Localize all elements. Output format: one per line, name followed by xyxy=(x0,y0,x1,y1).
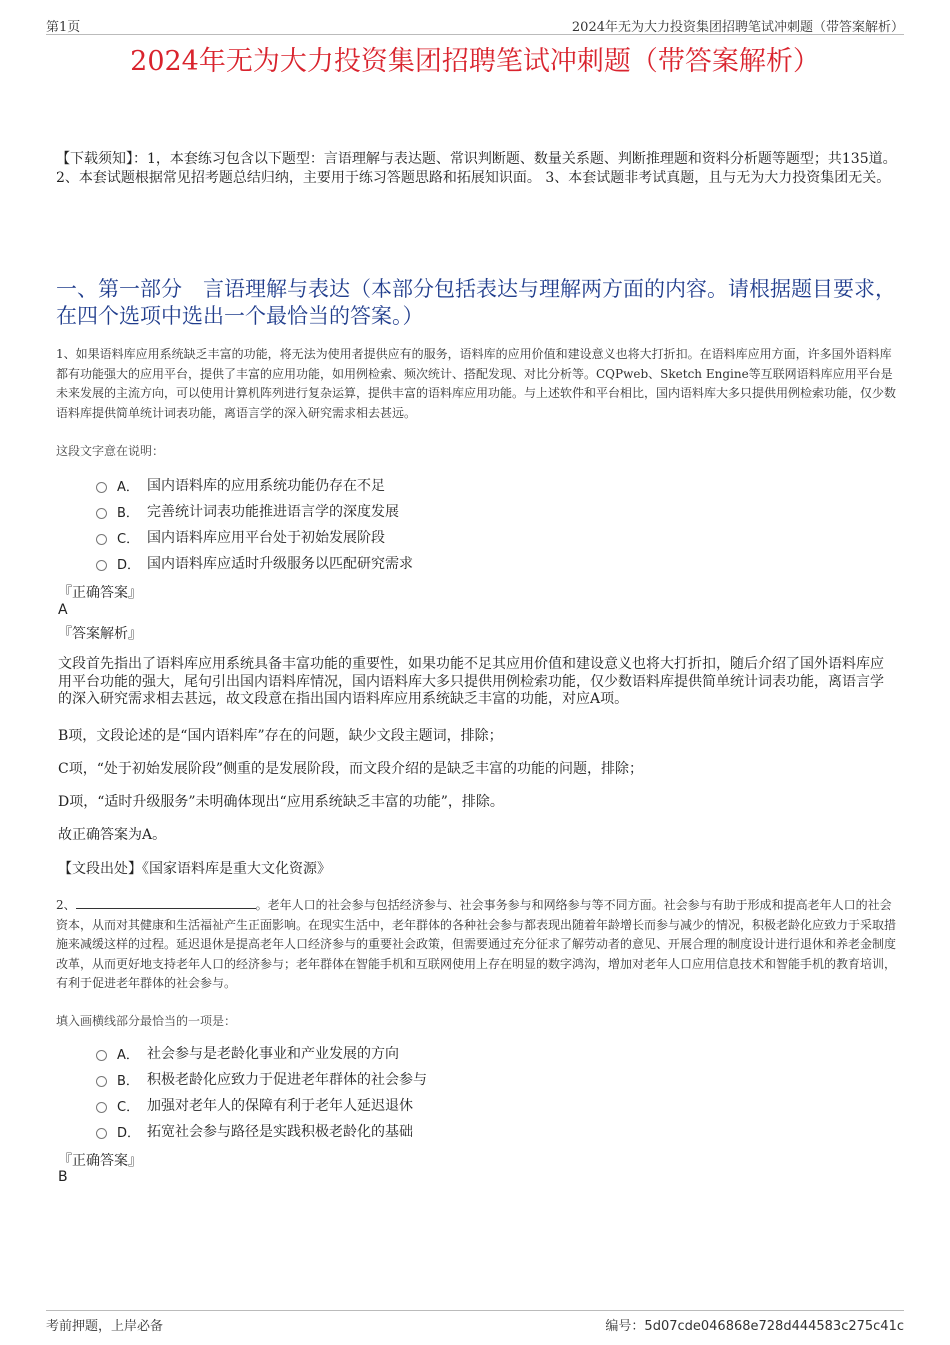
radio-icon[interactable] xyxy=(96,1050,107,1061)
question-2-prompt: 填入画横线部分最恰当的一项是： xyxy=(56,1014,237,1028)
download-notice: 【下载须知】：1，本套练习包含以下题型：言语理解与表达题、常识判断题、数量关系题、判断推理题和资料分析题等题型；共135道。 2、本套试题根据常见招考题总结归纳，主要用于练习答题思路和拓展知识面。 3、本套试题非考试真题，且与无为大力投资集团无关。 xyxy=(56,151,897,186)
q1-analysis-main: 文段首先指出了语料库应用系统具备丰富功能的重要性，如果功能不足其应用价值和建设意义也将大打折扣，随后介绍了国外语料库应用平台功能的强大，尾句引出国内语料库情况，国内语料库大多只提供用例检索功能，仅少数语料库提供简单统计词表功能，离语言学的深入研究需求相去甚远，故文段意在指出国内语料库应用系统缺乏丰富的功能，对应A项。 xyxy=(58,656,884,707)
question-1-options xyxy=(96,472,796,576)
footer-code xyxy=(605,1315,904,1334)
q2-answer: B xyxy=(58,1169,68,1185)
q1-analysis-d: D项，“适时升级服务”未明确体现出“应用系统缺乏丰富的功能”，排除。 xyxy=(58,794,504,810)
q2-option-c[interactable] xyxy=(96,1092,796,1118)
option-label: D． xyxy=(117,1125,141,1141)
option-label: B． xyxy=(117,505,139,521)
q2-option-a[interactable] xyxy=(96,1040,796,1066)
radio-icon[interactable] xyxy=(96,1076,107,1087)
option-text: 国内语料库应用平台处于初始发展阶段 xyxy=(147,530,385,546)
q1-option-c[interactable] xyxy=(96,524,796,550)
fill-blank-line xyxy=(76,898,256,909)
q1-analysis-conclusion: 故正确答案为A。 xyxy=(58,827,167,843)
q1-analysis-c: C项，“处于初始发展阶段”侧重的是发展阶段，而文段介绍的是缺乏丰富的功能的问题，排除； xyxy=(58,761,644,777)
q1-answer: A xyxy=(58,602,68,618)
question-2-options xyxy=(96,1040,796,1144)
option-text: 加强对老年人的保障有利于老年人延迟退休 xyxy=(147,1098,413,1114)
option-text: 社会参与是老龄化事业和产业发展的方向 xyxy=(147,1046,399,1062)
document-title: 2024年无为大力投资集团招聘笔试冲刺题（带答案解析） xyxy=(130,46,820,77)
option-text: 国内语料库应适时升级服务以匹配研究需求 xyxy=(147,556,413,572)
q1-option-a[interactable] xyxy=(96,472,796,498)
q2-option-b[interactable] xyxy=(96,1066,796,1092)
footer-code-label: 编号： xyxy=(605,1319,645,1334)
option-label: C． xyxy=(117,1099,140,1115)
option-label: D． xyxy=(117,557,141,573)
footer-code-value: 5d07cde046868e728d444583c275c41c xyxy=(644,1319,904,1334)
radio-icon[interactable] xyxy=(96,1128,107,1139)
radio-icon[interactable] xyxy=(96,508,107,519)
q1-analysis-tag: 『答案解析』 xyxy=(58,626,142,642)
option-label: A． xyxy=(117,1047,139,1063)
q2-answer-tag: 『正确答案』 xyxy=(58,1153,142,1169)
header-doc-title: 2024年无为大力投资集团招聘笔试冲刺题（带答案解析） xyxy=(571,20,904,35)
footer-slogan: 考前押题，上岸必备 xyxy=(46,1319,164,1334)
radio-icon[interactable] xyxy=(96,482,107,493)
section-heading: 一、第一部分 言语理解与表达（本部分包括表达与理解两方面的内容。请根据题目要求，在四个选项中选出一个最恰当的答案。） xyxy=(56,277,896,328)
question-2-body: 。老年人口的社会参与包括经济参与、社会事务参与和网络参与等不同方面。社会参与有助于形成和提高老年人口的社会资本，从而对其健康和生活福祉产生正面影响。在现实生活中，老年群体的各种社会参与都表现出随着年龄增长而参与减少的情况，积极老龄化应致力于采取措施来减缓这样的过程。延迟退休是提高老年人口经济参与的重要社会政策，但需要通过充分征求了解劳动者的意见、开展合理的制度设计进行退休和养老金制度改革，从而更好地支持老年人口的经济参与；老年群体在智能手机和互联网使用上存在明显的数字鸿沟，增加对老年人口应用信息技术和智能手机的教育培训，有利于促进老年群体的社会参与。 xyxy=(56,898,897,990)
option-text: 拓宽社会参与路径是实践积极老龄化的基础 xyxy=(147,1124,413,1140)
option-text: 国内语料库的应用系统功能仍存在不足 xyxy=(147,478,385,494)
page-header xyxy=(46,14,904,35)
question-2-number: 2、 xyxy=(56,898,76,912)
q1-analysis-b: B项，文段论述的是“国内语料库”存在的问题，缺少文段主题词，排除； xyxy=(58,728,503,744)
q1-source: 【文段出处】《国家语料库是重大文化资源》 xyxy=(58,861,331,877)
radio-icon[interactable] xyxy=(96,560,107,571)
option-text: 积极老龄化应致力于促进老年群体的社会参与 xyxy=(147,1072,427,1088)
q1-option-d[interactable] xyxy=(96,550,796,576)
q1-answer-tag: 『正确答案』 xyxy=(58,585,142,601)
question-1-prompt: 这段文字意在说明： xyxy=(56,444,165,458)
option-label: B． xyxy=(117,1073,139,1089)
page-footer xyxy=(46,1310,904,1334)
question-1-text: 1、如果语料库应用系统缺乏丰富的功能，将无法为使用者提供应有的服务，语料库的应用价值和建设意义也将大打折扣。在语料库应用方面，许多国外语料库都有功能强大的应用平台，提供了丰富的应用功能，如用例检索、频次统计、搭配发现、对比分析等。CQPweb、Sketch Engine等互联网语料库应用平台是未来发展的主流方向，可以使用计算机阵列进行复杂运算，提供丰富的语料库应用功能。与上述软件和平台相比，国内语料库大多只提供用例检索功能，仅少数语料库提供简单统计词表功能，离语言学的深入研究需求相去甚远。 xyxy=(56,347,897,420)
page-number: 第1页 xyxy=(46,20,81,35)
q2-option-d[interactable] xyxy=(96,1118,796,1144)
radio-icon[interactable] xyxy=(96,534,107,545)
q1-option-b[interactable] xyxy=(96,498,796,524)
question-2-text xyxy=(56,896,898,994)
radio-icon[interactable] xyxy=(96,1102,107,1113)
option-text: 完善统计词表功能推进语言学的深度发展 xyxy=(147,504,399,520)
option-label: A． xyxy=(117,479,139,495)
option-label: C． xyxy=(117,531,140,547)
